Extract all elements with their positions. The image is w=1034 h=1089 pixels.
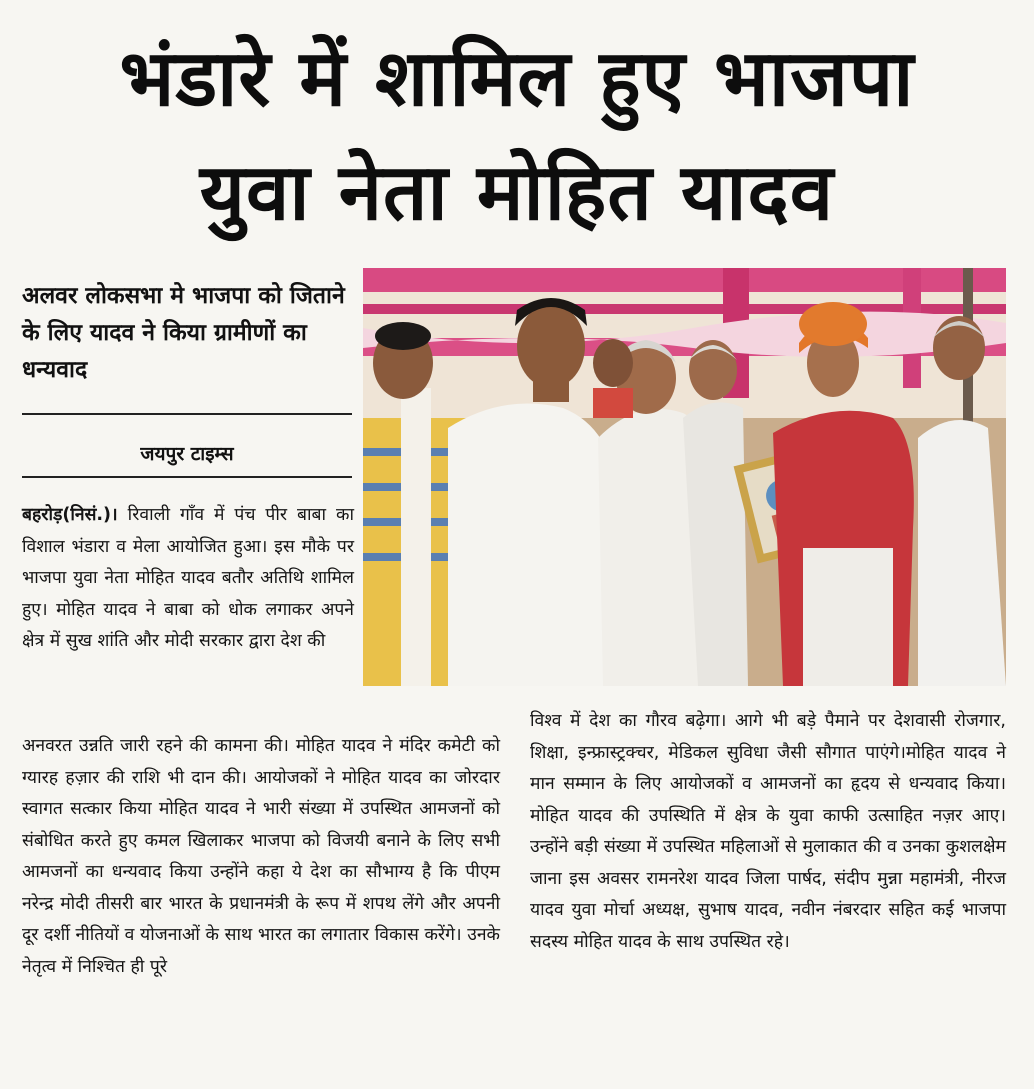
headline-line-2: युवा नेता मोहित यादव (199, 148, 835, 238)
dateline: बहरोड़(निसं.)। (22, 505, 118, 525)
headline-line-1: भंडारे में शामिल हुए भाजपा (119, 34, 915, 124)
body-paragraph-col2: विश्व में देश का गौरव बढ़ेगा। आगे भी बड़े पैमाने पर देशवासी रोजगार, शिक्षा, इन्फ्रास्ट्रक्चर, मेडिकल सुविधा जैसी सौगात पाएंगे।मोहित यादव ने मान सम्मान के लिए आयोजकों व आमजनों का हृदय से धन्यवाद किया। मोहित यादव की उपस्थिति में क्षेत्र के युवा काफी उत्साहित नज़र आए। उन्होंने बड़ी संख्या में उपस्थित महिलाओं से मुलाकात की व उनका कुशलक्षेम जाना इस अवसर रामनरेश यादव जिला पार्षद, संदीप मुन्ना महामंत्री, नीरज यादव युवा मोर्चा अध्यक्ष, सुभाष यादव, नवीन नंबरदार सहित कई भाजपा सदस्य मोहित यादव के साथ उपस्थित रहे। (530, 711, 1006, 952)
subheadline-divider (22, 413, 352, 415)
news-photo (363, 268, 1006, 686)
byline: जयपुर टाइम्स (140, 443, 234, 465)
body-text-col1-top: रिवाली गाँव में पंच पीर बाबा का विशाल भंडारा व मेला आयोजित हुआ। इस मौके पर भाजपा युवा नेता मोहित यादव बतौर अतिथि शामिल हुए। मोहित यादव ने बाबा को धोक लगाकर अपने क्षेत्र में सुख शांति और मोदी सरकार द्वारा देश की (22, 505, 354, 651)
subheadline: अलवर लोकसभा मे भाजपा को जिताने के लिए यादव ने किया ग्रामीणों का धन्यवाद (22, 283, 345, 383)
body-paragraph-col1-wide: अनवरत उन्नति जारी रहने की कामना की। मोहित यादव ने मंदिर कमेटी को ग्यारह हज़ार की राशि भी दान की। आयोजकों ने मोहित यादव का जोरदार स्वागत सत्कार किया मोहित यादव ने भारी संख्या में उपस्थित आमजनों को संबोधित करते हुए कमल खिलाकर भाजपा को विजयी बनाने के लिए सभी आमजनों का धन्यवाद किया उन्होंने कहा ये देश का सौभाग्य है कि पीएम नरेन्द्र मोदी तीसरी बार भारत के प्रधानमंत्री के रूप में शपथ लेंगे और अपनी दूर दर्शी नीतियों व योजनाओं के साथ भारत का लगातार विकास करेंगे। उनके नेतृत्व में निश्चित ही पूरे (22, 736, 500, 977)
byline-divider (22, 476, 352, 478)
body-paragraph-col1 (22, 500, 354, 658)
